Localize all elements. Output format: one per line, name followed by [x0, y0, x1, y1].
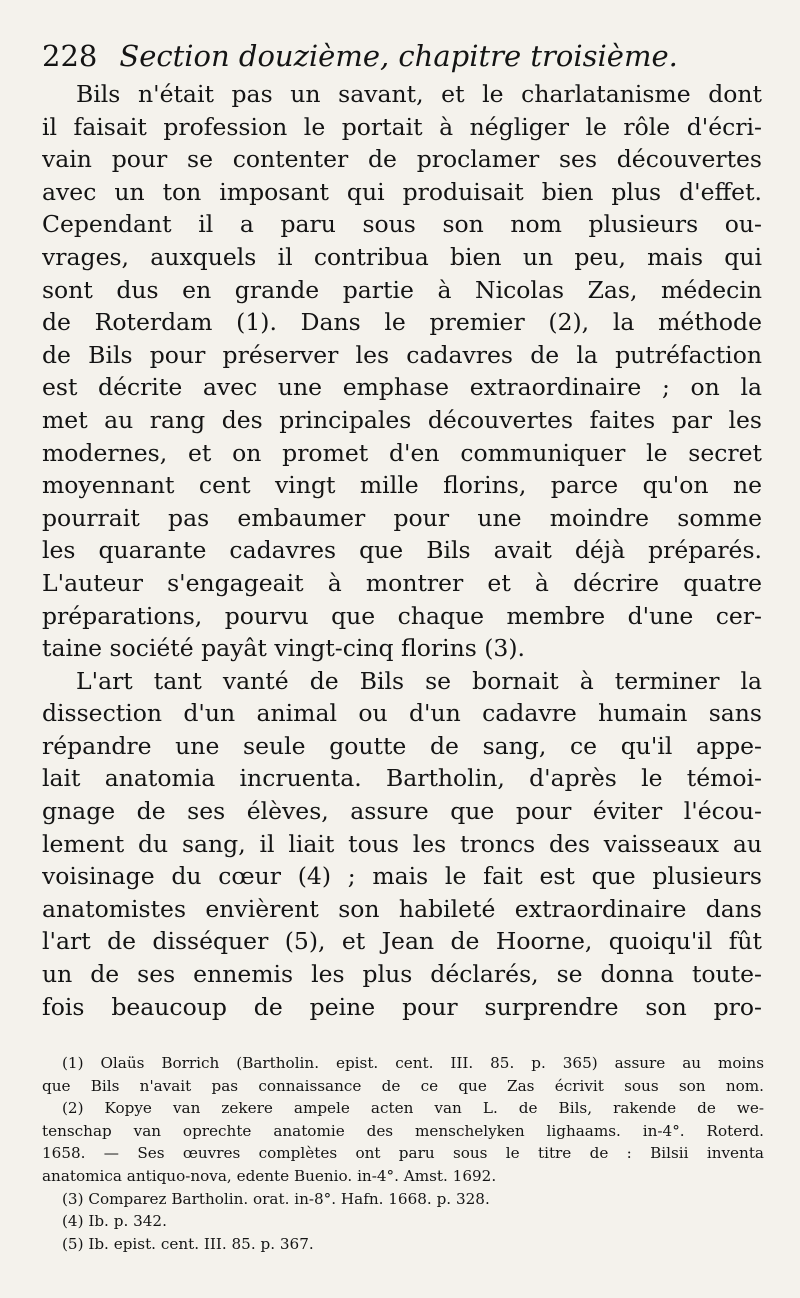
- body-line: taine société payât vingt-cinq florins (3).: [42, 634, 526, 663]
- footnote-line: 1658. — Ses œuvres complètes ont paru sous le titre de : Bilsii inventa: [42, 1144, 764, 1163]
- body-line: gnage de ses élèves, assure que pour éviter l'écou-: [42, 797, 762, 826]
- body-line: L'auteur s'engageait à montrer et à décrire quatre: [42, 568, 762, 597]
- footnote-line: (3) Comparez Bartholin. orat. in-8°. Hafn. 1668. p. 328.: [62, 1189, 490, 1208]
- body-line: met au rang des principales découvertes faites par les: [42, 405, 762, 434]
- body-line: pourrait pas embaumer pour une moindre somme: [42, 503, 762, 532]
- body-line: l'art de disséquer (5), et Jean de Hoorne, quoiqu'il fût: [42, 927, 762, 956]
- footnote-line: tenschap van oprechte anatomie des menschelyken lighaams. in-4°. Roterd.: [42, 1121, 764, 1140]
- body-text: [42, 78, 762, 1023]
- body-line: voisinage du cœur (4) ; mais le fait est que plusieurs: [42, 862, 762, 891]
- body-line: Bils n'était pas un savant, et le charlatanisme dont: [76, 80, 762, 108]
- body-line: préparations, pourvu que chaque membre d'une cer-: [42, 601, 762, 630]
- body-line: de Roterdam (1). Dans le premier (2), la méthode: [42, 308, 762, 337]
- body-line: un de ses ennemis les plus déclarés, se donna toute-: [42, 960, 762, 989]
- body-line: lement du sang, il liait tous les troncs des vaisseaux au: [42, 829, 762, 858]
- page-number: 228: [42, 39, 98, 73]
- body-line: modernes, et on promet d'en communiquer le secret: [42, 438, 762, 467]
- running-title: Section douzième, chapitre troisième.: [119, 39, 678, 73]
- body-line: est décrite avec une emphase extraordinaire ; on la: [42, 373, 762, 402]
- footnote-line: (4) Ib. p. 342.: [62, 1212, 167, 1231]
- body-line: vrages, auxquels il contribua bien un peu, mais qui: [42, 242, 762, 271]
- body-line: avec un ton imposant qui produisait bien plus d'effet.: [42, 177, 762, 206]
- body-line: moyennant cent vingt mille florins, parce qu'on ne: [42, 471, 762, 500]
- footnote-line: (1) Olaüs Borrich (Bartholin. epist. cent. III. 85. p. 365) assure au moins: [62, 1054, 764, 1072]
- body-line: dissection d'un animal ou d'un cadavre humain sans: [42, 699, 762, 728]
- body-line: Cependant il a paru sous son nom plusieurs ou-: [42, 210, 762, 239]
- body-line: L'art tant vanté de Bils se bornait à terminer la: [76, 666, 762, 695]
- body-line: répandre une seule goutte de sang, ce qu'il appe-: [42, 731, 762, 760]
- footnote-line: que Bils n'avait pas connaissance de ce que Zas écrivit sous son nom.: [42, 1076, 764, 1095]
- page-header: [42, 36, 762, 76]
- footnotes: [42, 1052, 764, 1255]
- body-line: les quarante cadavres que Bils avait déjà préparés.: [42, 536, 762, 565]
- body-line: de Bils pour préserver les cadavres de la putréfaction: [42, 340, 762, 369]
- body-line: vain pour se contenter de proclamer ses découvertes: [42, 145, 762, 174]
- body-line: fois beaucoup de peine pour surprendre son pro-: [42, 992, 762, 1021]
- body-line: il faisait profession le portait à négliger le rôle d'écri-: [42, 112, 762, 141]
- footnote-line: (5) Ib. epist. cent. III. 85. p. 367.: [62, 1234, 314, 1253]
- body-line: anatomistes envièrent son habileté extraordinaire dans: [42, 894, 762, 923]
- body-line: lait anatomia incruenta. Bartholin, d'après le témoi-: [42, 764, 762, 793]
- footnote-line: (2) Kopye van zekere ampele acten van L. de Bils, rakende de we-: [62, 1099, 764, 1118]
- body-line: sont dus en grande partie à Nicolas Zas, médecin: [42, 275, 762, 304]
- footnote-line: anatomica antiquo-nova, edente Buenio. in-4°. Amst. 1692.: [42, 1166, 497, 1185]
